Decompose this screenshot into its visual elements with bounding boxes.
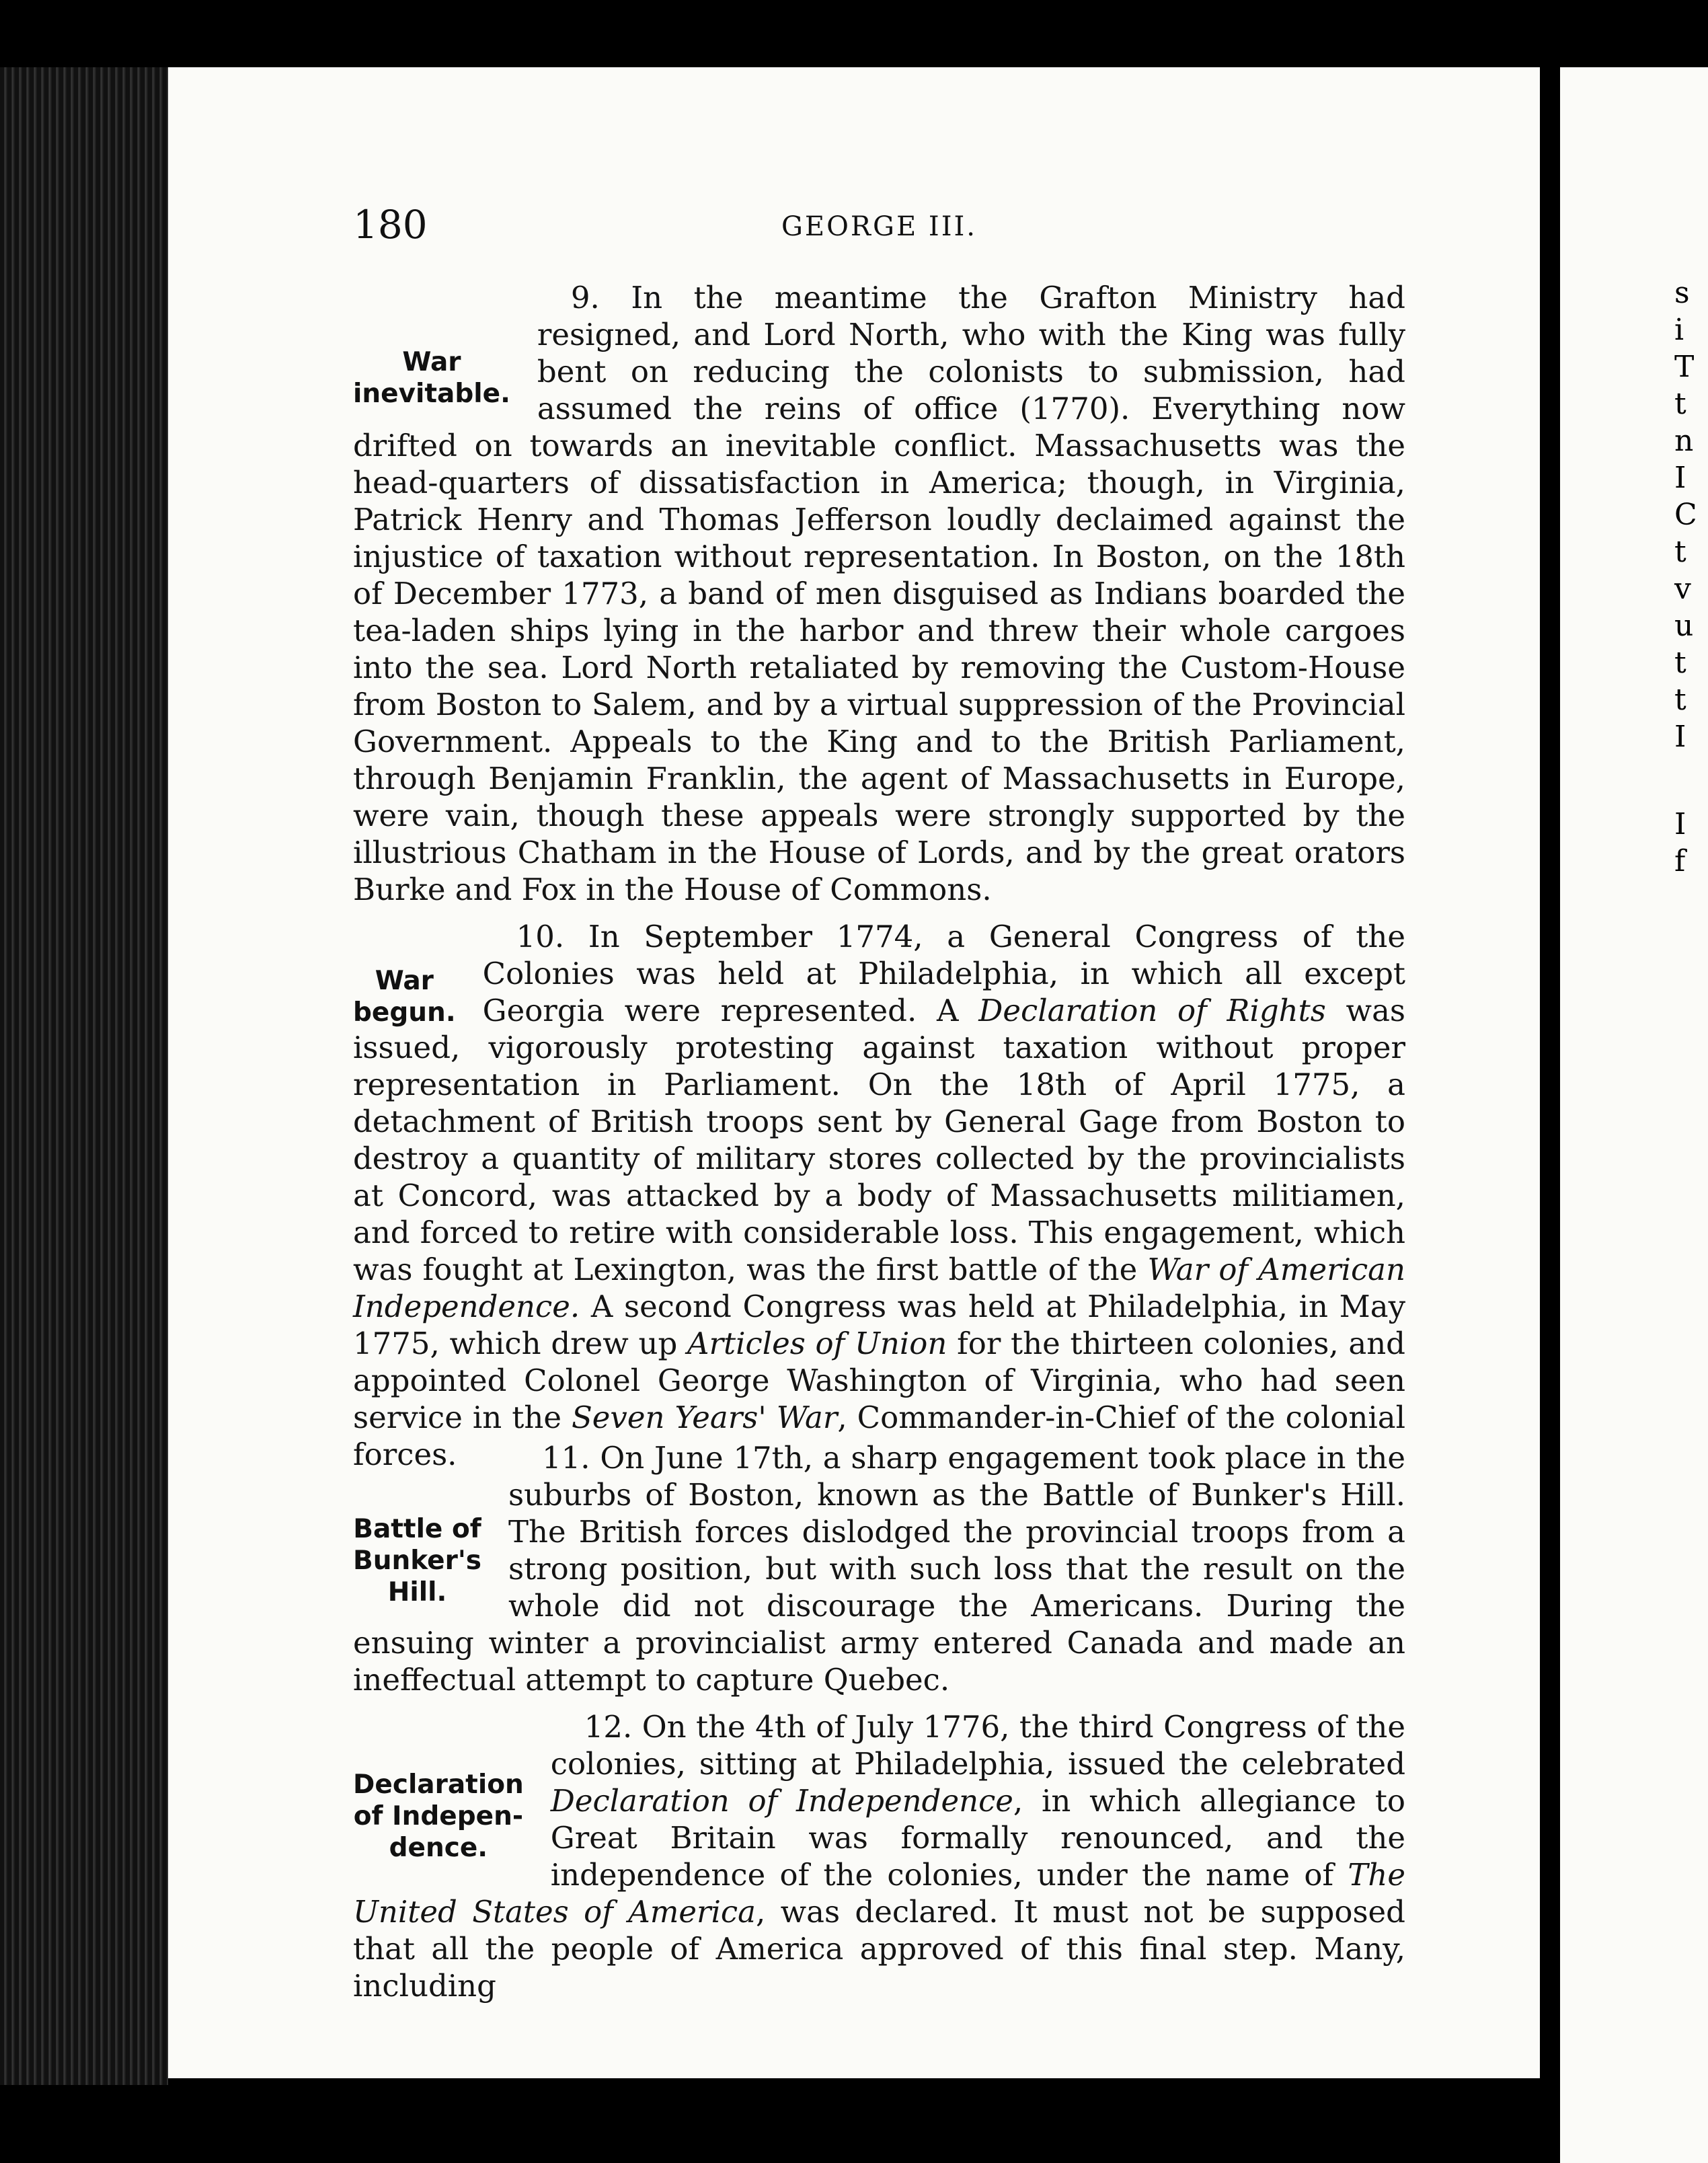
sidenote-line: War bbox=[402, 347, 461, 377]
page-number: 180 bbox=[353, 202, 428, 248]
fragment: f bbox=[1674, 844, 1686, 878]
italic-term: The United States of America bbox=[353, 1857, 1405, 1930]
paragraph-11 bbox=[353, 1439, 1405, 1698]
fragment: t bbox=[1674, 535, 1686, 569]
sidenote-line: dence. bbox=[389, 1833, 488, 1863]
sidenote-war-begun bbox=[319, 965, 456, 1028]
fragment: C bbox=[1674, 498, 1697, 532]
fragment: T bbox=[1674, 350, 1695, 384]
sidenote-line: Hill. bbox=[387, 1577, 447, 1607]
fragment: s bbox=[1674, 276, 1690, 310]
fragment: u bbox=[1674, 609, 1694, 643]
page-header bbox=[353, 202, 1405, 256]
italic-term: Declaration of Independence bbox=[550, 1783, 1013, 1819]
sidenote-line: Bunker's bbox=[353, 1546, 481, 1576]
paragraph-text: A second Congress was held at Philadelphia, in May 1775, which drew up bbox=[353, 1289, 1405, 1361]
paragraph-10 bbox=[353, 918, 1405, 1473]
paragraph-text: 9. In the meantime the Grafton Ministry had resigned, and Lord North, who with the King was fully bent on reducing the colonists to submission, had assumed the reins of office (1770). Everything now drifted on towards an inevitable conflict. Massachusetts was the head-quarters of dissatisfaction in America; though, in Virginia, Patrick Henry and Thomas Jefferson loudly declaimed against the injustice of taxation without representation. In Boston, on the 18th of December 1773, a band of men disguised as Indians boarded the tea-laden ships lying in the harbor and threw their whole cargoes into the sea. Lord North retaliated by removing the Custom-House from Boston to Salem, and by a virtual suppression of the Provincial Government. Appeals to the King and to the British Parliament, through Benjamin Franklin, the agent of Massachusetts in Europe, were vain, though these appeals were strongly supported by the illustrious Chatham in the House of Lords, and by the great orators Burke and Fox in the House of Commons. bbox=[353, 280, 1405, 907]
paragraph-12 bbox=[353, 1708, 1405, 2004]
fragment: I bbox=[1674, 461, 1686, 495]
fragment: I bbox=[1674, 807, 1686, 841]
sidenote-line: Battle of bbox=[353, 1514, 481, 1544]
sidenote-war-inevitable bbox=[319, 346, 510, 410]
fragment: v bbox=[1674, 572, 1691, 606]
sidenote-line: Declaration bbox=[353, 1770, 524, 1800]
italic-term: Seven Years' War bbox=[571, 1400, 838, 1435]
paragraph-text: 11. On June 17th, a sharp engagement took place in the suburbs of Boston, known as the Battle of Bunker's Hill. The British forces dislodged the provincial troops from a strong position, but with such loss that the result on the whole did not discourage the Americans. During the ensuing winter a provincialist army entered Canada and made an ineffectual attempt to capture Quebec. bbox=[353, 1440, 1405, 1698]
paragraph-text: 12. On the 4th of July 1776, the third Congress of the colonies, sitting at Philadelphia, issued the celebrated bbox=[550, 1709, 1405, 1782]
sidenote-line: War bbox=[375, 966, 434, 996]
paragraph-text: , was declared. It must not be supposed that all the people of America approved of this final step. Many, including bbox=[353, 1894, 1405, 2004]
fragment: t bbox=[1674, 387, 1686, 421]
italic-term: Articles of Union bbox=[687, 1326, 947, 1361]
running-title: GEORGE III. bbox=[781, 211, 978, 242]
sidenote-line: inevitable. bbox=[353, 379, 510, 409]
paragraph-text: , Commander-in-Chief of the colonial forces. bbox=[353, 1400, 1405, 1472]
paragraph-text: was issued, vigorously protesting against taxation without proper representation in Parliament. On the 18th of April 1775, a detachment of British troops sent by General Gage from Boston to destroy a quantity of military stores collected by the provincialists at Concord, was attacked by a body of Massachusetts militiamen, and forced to retire with considerable loss. This engagement, which was fought at Lexington, was the first battle of the bbox=[353, 993, 1405, 1287]
fragment: t bbox=[1674, 683, 1686, 717]
book-page-edges bbox=[0, 67, 168, 2085]
paragraph-text: for the thirteen colonies, and appointed Colonel George Washington of Virginia, who had seen service in the bbox=[353, 1326, 1405, 1435]
fragment: n bbox=[1674, 424, 1694, 458]
fragment: i bbox=[1674, 313, 1684, 347]
italic-term: Declaration of Rights bbox=[978, 993, 1326, 1028]
paragraph-text: 10. In September 1774, a General Congress of the Colonies was held at Philadelphia, in which all except Georgia were represented. A bbox=[482, 919, 1405, 1028]
paragraph-9 bbox=[353, 279, 1405, 908]
sidenote-line: begun. bbox=[353, 997, 456, 1028]
italic-term: War of American Independence. bbox=[353, 1252, 1405, 1324]
sidenote-line: of Indepen- bbox=[353, 1801, 524, 1831]
sidenote-declaration bbox=[319, 1769, 524, 1864]
sidenote-bunkers-hill bbox=[319, 1513, 481, 1608]
paragraph-text: , in which allegiance to Great Britain was formally renounced, and the independence of the colonies, under the name of bbox=[550, 1783, 1405, 1893]
fragment: I bbox=[1674, 720, 1686, 754]
fragment: t bbox=[1674, 646, 1686, 680]
